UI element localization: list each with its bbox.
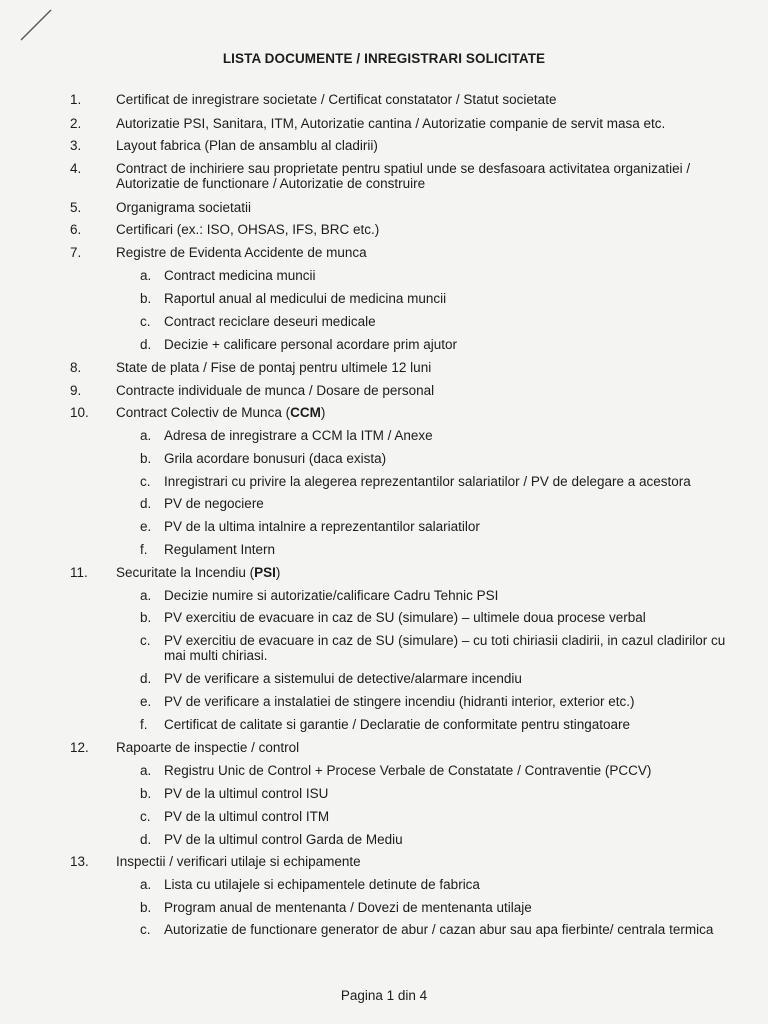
sub-item-text: Program anual de mentenanta / Dovezi de mentenanta utilaje	[164, 900, 532, 915]
item-number: 9.	[70, 383, 82, 398]
sub-item-text: PV de la ultima intalnire a reprezentantilor salariatilor	[164, 519, 480, 534]
item-text-post: )	[320, 405, 326, 420]
item-number: 10.	[70, 405, 89, 420]
item-text	[116, 405, 741, 420]
item-text: Certificari (ex.: ISO, OHSAS, IFS, BRC etc.)	[116, 222, 380, 237]
item-number: 3.	[70, 138, 82, 153]
sub-item-letter: b.	[140, 786, 152, 801]
sub-item-letter: c.	[140, 809, 151, 824]
item-text-pre: Securitate la Incendiu (	[116, 565, 255, 580]
sub-item-letter: d.	[140, 671, 152, 686]
sub-item-letter: a.	[140, 588, 152, 603]
item-text: Organigrama societatii	[116, 200, 252, 215]
page-title: LISTA DOCUMENTE / INREGISTRARI SOLICITATE	[222, 51, 546, 66]
item-number: 2.	[70, 116, 82, 131]
sub-item-letter: c.	[140, 922, 151, 937]
item-number: 8.	[70, 360, 82, 375]
sub-item-text: Certificat de calitate si garantie / Declaratie de conformitate pentru stingatoare	[164, 717, 630, 732]
sub-item-letter: b.	[140, 900, 152, 915]
sub-item-letter: a.	[140, 763, 152, 778]
item-number: 13.	[70, 854, 89, 869]
item-number: 11.	[70, 565, 88, 580]
sub-item-letter: b.	[140, 291, 152, 306]
item-number: 12.	[70, 740, 89, 755]
sub-item-text: PV de la ultimul control ITM	[164, 809, 330, 824]
sub-item-text: Registru Unic de Control + Procese Verbale de Constatate / Contraventie (PCCV)	[164, 763, 652, 778]
sub-item-letter: f.	[140, 717, 148, 732]
sub-item-text: Inregistrari cu privire la alegerea reprezentantilor salariatilor / PV de delegare a acestora	[164, 474, 691, 489]
item-number: 7.	[70, 245, 82, 260]
sub-item-letter: e.	[140, 519, 152, 534]
sub-item-letter: d.	[140, 337, 152, 352]
sub-item-text: PV exercitiu de evacuare in caz de SU (simulare) – cu toti chiriasii cladirii, in cazul cladirilor cu mai multi chiriasi.	[164, 633, 726, 663]
sub-item-text: Grila acordare bonusuri (daca exista)	[164, 451, 387, 466]
item-number: 5.	[70, 200, 82, 215]
sub-item-text: Adresa de inregistrare a CCM la ITM / Anexe	[164, 428, 433, 443]
sub-item-letter: c.	[140, 474, 151, 489]
sub-item-text: PV de la ultimul control Garda de Mediu	[164, 832, 403, 847]
sub-item-text: PV de verificare a sistemului de detective/alarmare incendiu	[164, 671, 522, 686]
sub-item-text: Contract reciclare deseuri medicale	[164, 314, 376, 329]
sub-item-letter: a.	[140, 428, 152, 443]
sub-item-letter: c.	[140, 633, 151, 648]
item-text-post: )	[275, 565, 281, 580]
item-number: 4.	[70, 161, 82, 176]
sub-item-text: Decizie numire si autorizatie/calificare Cadru Tehnic PSI	[164, 588, 499, 603]
item-text: Autorizatie PSI, Sanitara, ITM, Autorizatie cantina / Autorizatie companie de servit masa etc.	[116, 116, 666, 131]
sub-item-letter: a.	[140, 877, 152, 892]
item-text: Contracte individuale de munca / Dosare de personal	[116, 383, 435, 398]
sub-item-text: Decizie + calificare personal acordare prim ajutor	[164, 337, 458, 352]
page-number-footer: Pagina 1 din 4	[340, 988, 428, 1003]
sub-item-letter: e.	[140, 694, 152, 709]
item-number: 6.	[70, 222, 82, 237]
item-number: 1.	[70, 92, 82, 107]
item-text	[116, 565, 741, 580]
item-text: State de plata / Fise de pontaj pentru ultimele 12 luni	[116, 360, 432, 375]
sub-item-letter: a.	[140, 268, 152, 283]
item-text-pre: Contract Colectiv de Munca (	[116, 405, 291, 420]
sub-item-text: Lista cu utilajele si echipamentele detinute de fabrica	[164, 877, 480, 892]
sub-item-letter: f.	[140, 542, 148, 557]
sub-item-text: Autorizatie de functionare generator de abur / cazan abur sau apa fierbinte/ centrala termica	[164, 922, 714, 937]
sub-item-text: PV de negociere	[164, 496, 264, 511]
sub-item-text: Contract medicina muncii	[164, 268, 316, 283]
item-text-acronym: PSI	[254, 565, 276, 580]
sub-item-letter: b.	[140, 610, 152, 625]
item-text: Contract de inchiriere sau proprietate pentru spatiul unde se desfasoara activitatea organizatiei / Autorizatie de functionare / Autorizatie de construire	[116, 161, 691, 191]
sub-item-letter: d.	[140, 832, 152, 847]
sub-item-text: PV de la ultimul control ISU	[164, 786, 329, 801]
item-text-acronym: CCM	[290, 405, 321, 420]
sub-item-letter: b.	[140, 451, 152, 466]
sub-item-letter: c.	[140, 314, 151, 329]
sub-item-text: Regulament Intern	[164, 542, 276, 557]
item-text: Rapoarte de inspectie / control	[116, 740, 300, 755]
sub-item-letter: d.	[140, 496, 152, 511]
sub-item-text: Raportul anual al medicului de medicina muncii	[164, 291, 447, 306]
item-text: Certificat de inregistrare societate / Certificat constatator / Statut societate	[116, 92, 557, 107]
item-text: Inspectii / verificari utilaje si echipamente	[116, 854, 361, 869]
item-text: Layout fabrica (Plan de ansamblu al cladirii)	[116, 138, 378, 153]
sub-item-text: PV de verificare a instalatiei de stingere incendiu (hidranti interior, exterior etc.)	[164, 694, 635, 709]
pen-stroke-mark	[18, 6, 58, 46]
item-text: Registre de Evidenta Accidente de munca	[116, 245, 367, 260]
sub-item-text: PV exercitiu de evacuare in caz de SU (simulare) – ultimele doua procese verbal	[164, 610, 646, 625]
